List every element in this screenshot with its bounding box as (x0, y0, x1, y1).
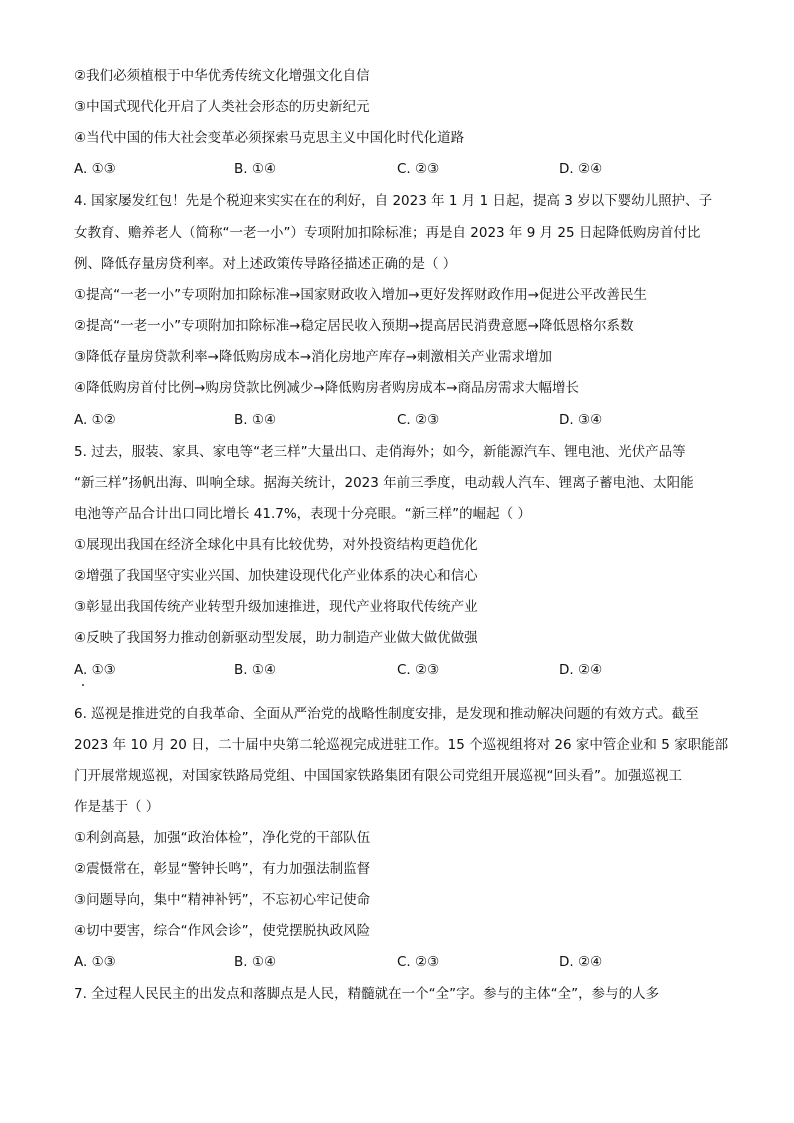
q6-option-1: ①利剑高悬，加强“政治体检”，净化党的干部队伍 (74, 830, 371, 846)
choice-b: B. ①④ (234, 161, 277, 177)
q5-option-4: ④反映了我国努力推动创新驱动型发展，助力制造产业做大做优做强 (74, 630, 478, 646)
choice-d: D. ②④ (559, 662, 603, 678)
q3-option-2: ②我们必须植根于中华优秀传统文化增强文化自信 (74, 68, 370, 84)
q6-stem-line-1: 6. 巡视是推进党的自我革命、全面从严治党的战略性制度安排，是发现和推动解决问题的有效方式。截至 (74, 706, 699, 722)
q4-option-1: ①提高“一老一小”专项附加扣除标准→国家财政收入增加→更好发挥财政作用→促进公平改善民生 (74, 287, 648, 303)
choice-b: B. ①④ (234, 662, 277, 678)
q4-option-3: ③降低存量房贷款利率→降低购房成本→消化房地产库存→刺激相关产业需求增加 (74, 349, 553, 365)
q6-option-3: ③问题导向，集中“精神补钙”，不忘初心牢记使命 (74, 892, 371, 908)
q4-option-2: ②提高“一老一小”专项附加扣除标准→稳定居民收入预期→提高居民消费意愿→降低恩格尔系数 (74, 318, 634, 334)
q5-stem-line-3: 电池等产品合计出口同比增长 41.7%，表现十分亮眼。“新三样”的崛起（ ） (74, 506, 531, 522)
choice-c: C. ②③ (397, 662, 440, 678)
q3-option-4: ④当代中国的伟大社会变革必须探索马克思主义中国化时代化道路 (74, 130, 465, 146)
choice-d: D. ③④ (559, 412, 603, 428)
q5-option-3: ③彰显出我国传统产业转型升级加速推进，现代产业将取代传统产业 (74, 599, 478, 615)
q7-stem-line-1: 7. 全过程人民民主的出发点和落脚点是人民，精髓就在一个“全”字。参与的主体“全”，参与的人多 (74, 986, 660, 1002)
choice-c: C. ②③ (397, 954, 440, 970)
q4-stem-line-2: 女教育、赡养老人（简称“一老一小”）专项附加扣除标准；再是自 2023 年 9 月 25 日起降低购房首付比 (74, 225, 701, 241)
choice-d: D. ②④ (559, 161, 603, 177)
choice-a: A. ①② (74, 412, 116, 428)
q4-answer-choices (74, 411, 734, 429)
q5-stem-line-1: 5. 过去，服装、家具、家电等“老三样”大量出口、走俏海外；如今，新能源汽车、锂电池、光伏产品等 (74, 444, 686, 460)
q6-answer-choices (74, 953, 734, 971)
q6-option-2: ②震慑常在，彰显“警钟长鸣”，有力加强法制监督 (74, 861, 371, 877)
q4-stem-line-3: 例、降低存量房贷利率。对上述政策传导路径描述正确的是（ ） (74, 256, 457, 272)
q6-stem-line-4: 作是基于（ ） (74, 799, 160, 815)
choice-b: B. ①④ (234, 412, 277, 428)
choice-b: B. ①④ (234, 954, 277, 970)
q4-stem-line-1: 4. 国家屡发红包！先是个税迎来实实在在的利好，自 2023 年 1 月 1 日起，提高 3 岁以下婴幼儿照护、子 (74, 193, 713, 209)
choice-a: A. ①③ (74, 954, 116, 970)
stray-mark (82, 684, 84, 686)
q5-answer-choices (74, 661, 734, 679)
q6-stem-line-3: 门开展常规巡视，对国家铁路局党组、中国国家铁路集团有限公司党组开展巡视“回头看”。加强巡视工 (74, 768, 682, 784)
q6-stem-line-2: 2023 年 10 月 20 日，二十届中央第二轮巡视完成进驻工作。15 个巡视组将对 26 家中管企业和 5 家职能部 (74, 737, 729, 753)
q4-option-4: ④降低购房首付比例→购房贷款比例减少→降低购房者购房成本→商品房需求大幅增长 (74, 380, 580, 396)
choice-a: A. ①③ (74, 161, 116, 177)
q5-option-1: ①展现出我国在经济全球化中具有比较优势，对外投资结构更趋优化 (74, 537, 478, 553)
choice-a: A. ①③ (74, 662, 116, 678)
choice-d: D. ②④ (559, 954, 603, 970)
q3-option-3: ③中国式现代化开启了人类社会形态的历史新纪元 (74, 99, 370, 115)
choice-c: C. ②③ (397, 412, 440, 428)
q3-answer-choices (74, 160, 734, 178)
q5-stem-line-2: “新三样”扬帆出海、叫响全球。据海关统计，2023 年前三季度，电动载人汽车、锂离子蓄电池、太阳能 (74, 475, 694, 491)
q5-option-2: ②增强了我国坚守实业兴国、加快建设现代化产业体系的决心和信心 (74, 568, 478, 584)
q6-option-4: ④切中要害，综合“作风会诊”，使党摆脱执政风险 (74, 923, 371, 939)
choice-c: C. ②③ (397, 161, 440, 177)
